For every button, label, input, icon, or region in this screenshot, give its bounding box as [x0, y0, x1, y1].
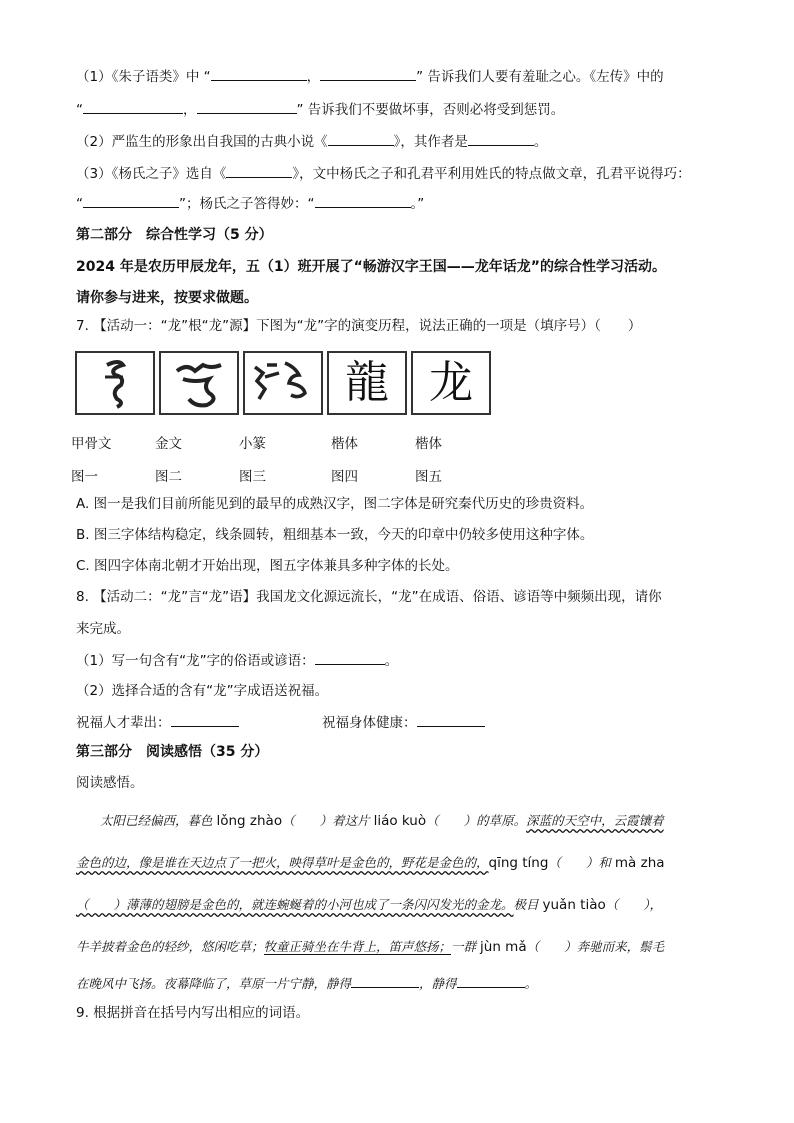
q6-text: ” 告诉我们人要有羞耻之心。《左传》中的	[416, 69, 664, 85]
option-b[interactable]: B. 图三字体结构稳定，线条圆转，粗细基本一致，今天的印章中仍较多使用这种字体。	[76, 527, 594, 543]
passage-text: 太阳已经偏西，暮色	[100, 813, 217, 828]
oracle-glyph-image	[77, 353, 153, 413]
option-c[interactable]: C. 图四字体南北朝才开始出现，图五字体兼具多种字体的长处。	[76, 558, 459, 574]
q6-text: “	[76, 196, 83, 212]
q6-text: ” 告诉我们不要做坏事，否则必将受到惩罚。	[296, 102, 565, 118]
q6-text: 》，其作者是	[393, 134, 468, 150]
passage-text: （ ）和	[548, 855, 615, 870]
passage-text: 一群	[451, 939, 481, 954]
answer-blank[interactable]	[315, 193, 411, 208]
pinyin: mà zha	[614, 855, 665, 871]
q8-sub1	[76, 650, 398, 671]
regular-glyph: 龙	[429, 357, 473, 408]
pinyin: lǒng zhào	[216, 813, 283, 829]
answer-blank[interactable]	[328, 131, 394, 146]
passage-text-underlined: （ ）薄薄的翅膀是金色的，就连蜿蜒着的小河也成了一条闪闪发光的金龙。	[76, 897, 514, 912]
script-label: 小篆	[239, 436, 266, 452]
seal-glyph-image	[245, 353, 321, 413]
script-label: 楷体	[415, 436, 442, 452]
passage-text: 极目	[513, 897, 543, 912]
q6-line-3	[76, 131, 547, 152]
script-label: 楷体	[331, 436, 358, 452]
answer-blank[interactable]	[226, 163, 292, 178]
passage-line	[76, 853, 665, 873]
answer-blank[interactable]	[197, 99, 297, 114]
q6-text: 。	[533, 134, 548, 150]
figure-label: 图二	[155, 469, 182, 485]
answer-blank[interactable]	[83, 99, 183, 114]
glyph-box	[327, 351, 407, 415]
q6-text: ，	[183, 102, 197, 118]
passage-line	[76, 895, 662, 915]
passage-line	[76, 973, 537, 994]
pinyin: yuǎn tiào	[542, 897, 606, 913]
answer-blank[interactable]	[417, 712, 485, 727]
passage-text-underlined: 牧童正骑坐在牛背上，笛声悠扬；	[263, 939, 452, 954]
figure-label: 图四	[331, 469, 358, 485]
glyph-box	[75, 351, 155, 415]
q6-text: 》，文中杨氏之子和孔君平利用姓氏的特点做文章，孔君平说得巧：	[292, 166, 691, 182]
q6-line-4	[76, 163, 691, 184]
passage-line	[100, 811, 664, 831]
question-stem: 来完成。	[76, 621, 130, 637]
q6-text: ”；杨氏之子答得妙：“	[179, 196, 315, 212]
glyph-box	[411, 351, 491, 415]
answer-blank[interactable]	[351, 973, 419, 988]
q6-text: （3）《杨氏之子》选自《	[76, 166, 227, 182]
q6-line-1	[76, 66, 664, 87]
q6-line-5	[76, 193, 424, 214]
passage-text: （ ）着这片	[282, 813, 374, 828]
figure-label: 图五	[415, 469, 442, 485]
passage-text: ，静得	[419, 976, 457, 991]
passage-text: 。	[524, 976, 538, 991]
answer-blank[interactable]	[457, 973, 525, 988]
passage-text: 牛羊披着金色的轻纱，悠闲吃草；	[76, 939, 264, 954]
passage-line	[76, 937, 664, 957]
section-sub: 阅读感悟。	[76, 775, 144, 791]
passage-text-underlined: 深蓝的天空中，云霞镶着	[526, 813, 664, 828]
answer-blank[interactable]	[320, 66, 416, 81]
answer-blank[interactable]	[468, 131, 534, 146]
dragon-glyph-figure	[75, 349, 491, 419]
option-a[interactable]: A. 图一是我们目前所能见到的最早的成熟汉字，图二字体是研究秦代历史的珍贵资料。	[76, 496, 594, 512]
question-stem: 7. 【活动一：“龙”根“龙”源】下图为“龙”字的演变历程，说法正确的一项是（填序号）（ ）	[76, 318, 642, 334]
q6-text: “	[76, 102, 83, 118]
q8-text: 。	[384, 653, 399, 669]
passage-text: （ ），	[605, 897, 663, 912]
question-stem: 8. 【活动二：“龙”言“龙”语】我国龙文化源远流长，“龙”在成语、俗语、谚语等中频频出现，请你	[76, 589, 662, 605]
answer-blank[interactable]	[171, 712, 239, 727]
passage-text: （ ）奔驰而来，鬃毛	[526, 939, 665, 954]
passage-text-underlined: 金色的边，像是谁在天边点了一把火，映得草叶是金色的，野花是金色的，	[76, 855, 489, 870]
answer-blank[interactable]	[315, 650, 385, 665]
answer-blank[interactable]	[83, 193, 179, 208]
passage-text: （ ）的草原。	[426, 813, 527, 828]
glyph-box	[159, 351, 239, 415]
script-label: 甲骨文	[71, 436, 112, 452]
q8-bless-row	[76, 712, 239, 733]
section-intro: 请你参与进来，按要求做题。	[76, 290, 258, 306]
q6-text: ，	[306, 69, 321, 85]
q6-text: （1）《朱子语类》中 “	[76, 69, 211, 85]
q8-text: 祝福身体健康：	[322, 715, 417, 731]
q8-bless-row	[322, 712, 485, 733]
glyph-box	[243, 351, 323, 415]
figure-label: 图一	[71, 469, 98, 485]
answer-blank[interactable]	[211, 66, 307, 81]
q8-sub2: （2）选择合适的含有“龙”字成语送祝福。	[76, 683, 329, 699]
pinyin: liáo kuò	[373, 813, 427, 829]
script-label: 金文	[155, 436, 182, 452]
section-intro: 2024 年是农历甲辰龙年，五（1）班开展了“畅游汉字王国——龙年话龙”的综合性学习活动。	[76, 259, 666, 275]
section-heading: 第二部分 综合性学习（5 分）	[76, 227, 273, 243]
bronze-glyph-image	[161, 353, 237, 413]
q6-text: （2）严监生的形象出自我国的古典小说《	[76, 134, 328, 150]
regular-glyph: 龍	[345, 357, 389, 408]
q8-text: 祝福人才辈出：	[76, 715, 171, 731]
q8-text: （1）写一句含有“龙”字的俗语或谚语：	[76, 653, 315, 669]
passage-text: 在晚风中飞扬。夜幕降临了，草原一片宁静，静得	[76, 976, 352, 991]
pinyin: jùn mǎ	[480, 939, 527, 955]
q6-line-2	[76, 99, 564, 120]
section-heading: 第三部分 阅读感悟（35 分）	[76, 744, 269, 760]
figure-label: 图三	[239, 469, 266, 485]
pinyin: qīng tíng	[488, 855, 549, 871]
q6-text: 。”	[410, 196, 425, 212]
question-stem: 9. 根据拼音在括号内写出相应的词语。	[76, 1005, 310, 1021]
